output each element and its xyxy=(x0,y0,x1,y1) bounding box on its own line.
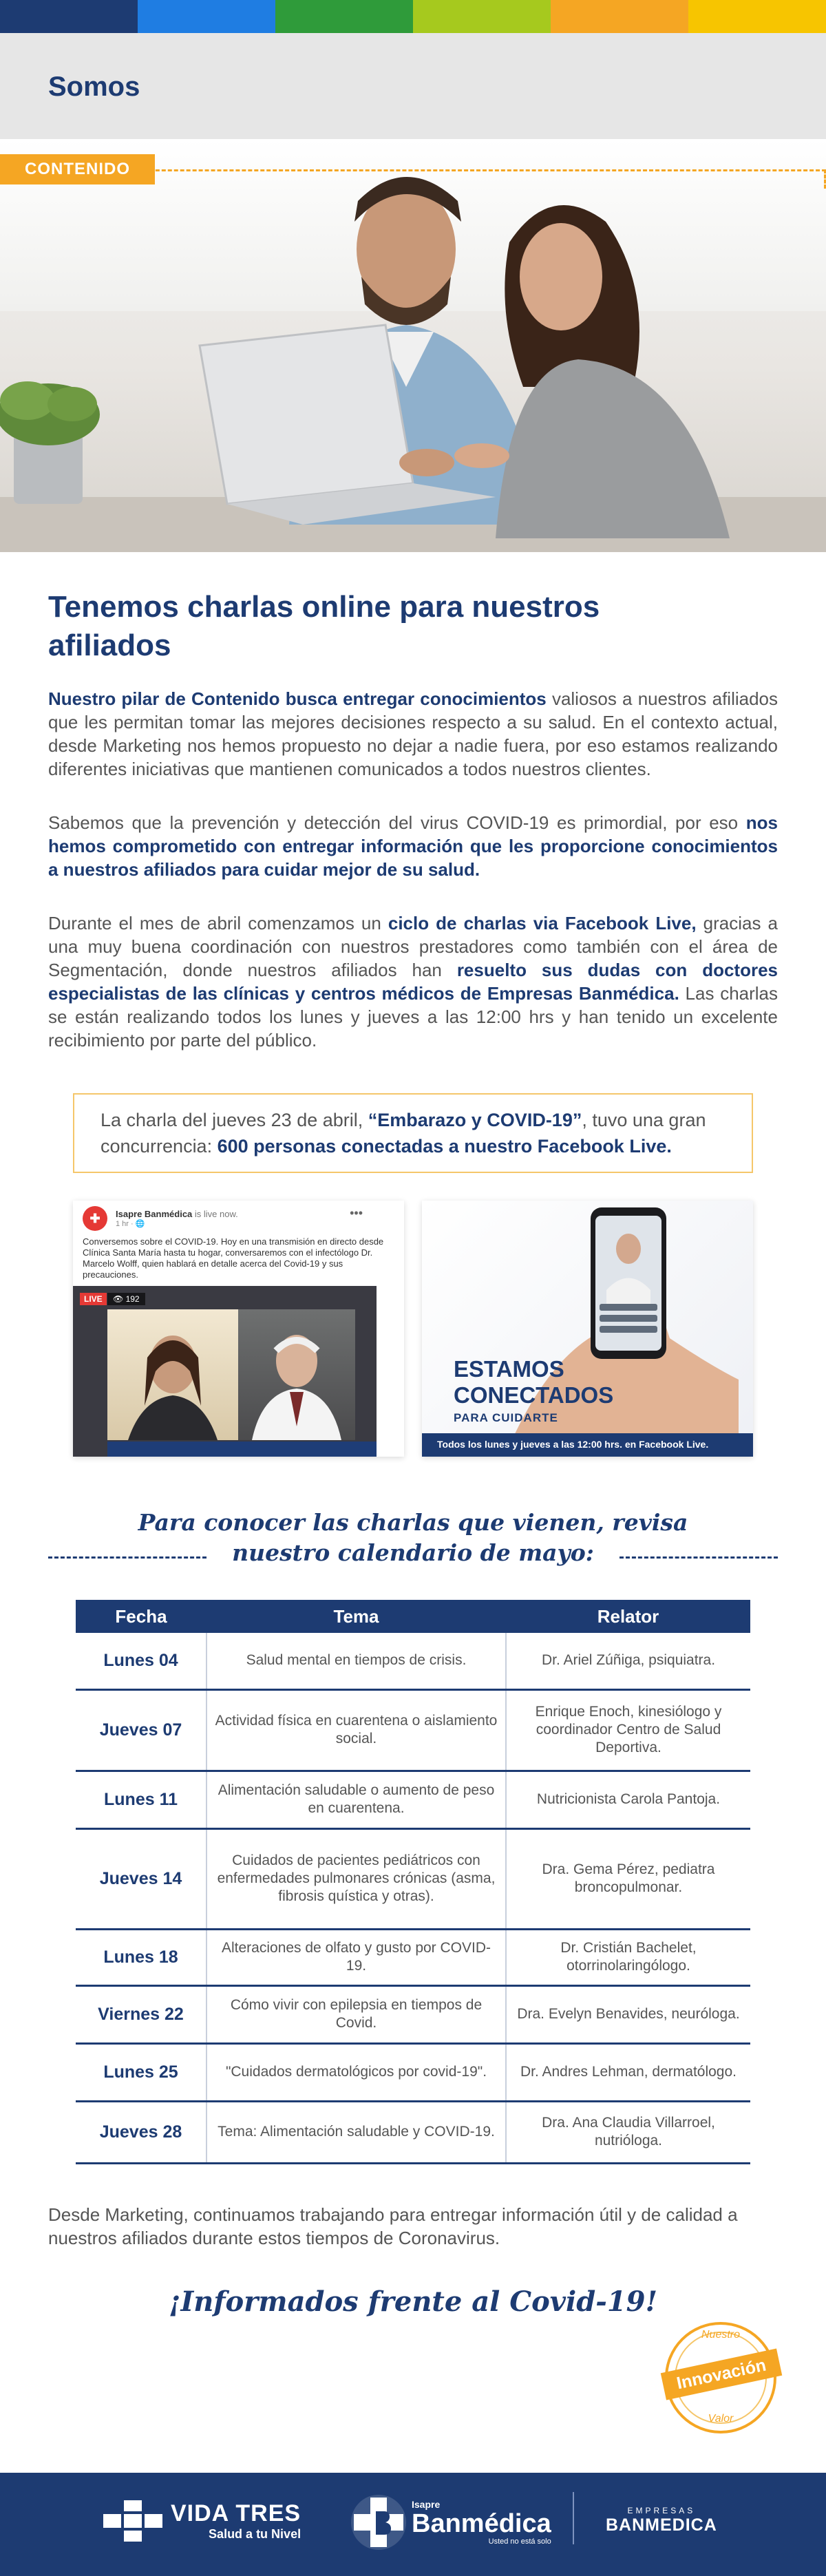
video-caption-bar xyxy=(107,1442,377,1457)
vidatres-cross-icon xyxy=(103,2500,162,2542)
date-cell: Lunes 25 xyxy=(76,2043,206,2101)
footer-divider xyxy=(573,2492,574,2544)
brand-name: VIDA TRES xyxy=(171,2500,301,2526)
brand-tagline: Usted no está solo xyxy=(488,2537,551,2546)
brand-tagline: Salud a tu Nivel xyxy=(209,2527,301,2541)
post-author xyxy=(116,1209,238,1219)
table-row xyxy=(76,1985,750,2043)
ad-subtitle: PARA CUIDARTE xyxy=(454,1411,558,1424)
seal-bottom-text: Valor xyxy=(708,2413,734,2425)
speaker-cell: Dr. Andres Lehman, dermatólogo. xyxy=(506,2043,750,2101)
live-video[interactable] xyxy=(73,1286,377,1457)
live-status: is live now. xyxy=(192,1209,238,1219)
host-figure xyxy=(107,1309,238,1440)
speaker-cell: Dr. Ariel Zúñiga, psiquiatra. xyxy=(506,1633,750,1689)
dashed-divider xyxy=(620,1556,778,1559)
table-row xyxy=(76,1771,750,1828)
vidatres-logo[interactable] xyxy=(103,2500,301,2542)
dashed-divider xyxy=(48,1556,206,1559)
host-video xyxy=(107,1309,238,1440)
section-tag: CONTENIDO xyxy=(0,154,155,184)
text: La charla del jueves 23 de abril, xyxy=(100,1110,368,1130)
column-header: Fecha xyxy=(76,1600,206,1633)
banmedica-logo[interactable] xyxy=(350,2493,551,2551)
banmedica-cross-icon xyxy=(350,2493,407,2551)
column-header: Relator xyxy=(506,1600,750,1633)
color-segment xyxy=(688,0,826,33)
table-row xyxy=(76,2101,750,2163)
banmedica-avatar-icon: ✚ xyxy=(83,1206,107,1231)
date-cell: Lunes 18 xyxy=(76,1929,206,1985)
topic-cell: Salud mental en tiempos de crisis. xyxy=(206,1633,506,1689)
paragraph-2 xyxy=(48,811,778,881)
emphasis: “Embarazo y COVID-19” xyxy=(368,1110,582,1130)
brand-prefix: EMPRESAS xyxy=(627,2506,696,2515)
speaker-cell: Nutricionista Carola Pantoja. xyxy=(506,1771,750,1828)
text: Durante el mes de abril comenzamos un xyxy=(48,913,388,933)
seal-top-text: Nuestro xyxy=(701,2329,741,2341)
topic-cell: Cuidados de pacientes pediátricos con enfermedades pulmonares crónicas (asma, fibrosis quística y otras). xyxy=(206,1828,506,1929)
date-cell: Jueves 14 xyxy=(76,1828,206,1929)
date-cell: Lunes 11 xyxy=(76,1771,206,1828)
date-cell: Jueves 28 xyxy=(76,2101,206,2163)
footer xyxy=(0,2473,826,2576)
topic-cell: "Cuidados dermatológicos por covid-19". xyxy=(206,2043,506,2101)
header xyxy=(0,33,826,139)
ad-title-line: ESTAMOS xyxy=(454,1356,564,1382)
post-text: Conversemos sobre el COVID-19. Hoy en una transmisión en directo desde Clínica Santa María hasta tu hogar, conversaremos con el infectólogo Dr. Marcelo Wolff, quien hablará en detalle acerca del Covid-19 y sus precauciones. xyxy=(83,1236,384,1280)
paragraph-3 xyxy=(48,911,778,1052)
highlight-callout xyxy=(73,1093,753,1173)
color-segment xyxy=(0,0,138,33)
speaker-cell: Dra. Gema Pérez, pediatra broncopulmonar. xyxy=(506,1828,750,1929)
date-cell: Viernes 22 xyxy=(76,1985,206,2043)
table-row xyxy=(76,1689,750,1771)
brand-color-bar xyxy=(0,0,826,33)
speaker-cell: Dr. Cristián Bachelet, otorrinolaringólogo. xyxy=(506,1929,750,1985)
media-row xyxy=(73,1201,753,1457)
slogan: ¡Informados frente al Covid-19! xyxy=(168,2285,658,2318)
more-options-icon[interactable]: ••• xyxy=(350,1206,363,1220)
article-headline: Tenemos charlas online para nuestros afiliados xyxy=(48,590,600,662)
table-header-row xyxy=(76,1600,750,1633)
hand xyxy=(454,443,509,468)
text: Sabemos que la prevención y detección del virus COVID-19 es primordial, por eso xyxy=(48,812,746,833)
table-row xyxy=(76,2043,750,2101)
topic-cell: Alteraciones de olfato y gusto por COVID-19. xyxy=(206,1929,506,1985)
color-segment xyxy=(138,0,275,33)
text: gracias a una muy buena coordinación con nuestros prestadores como también con el área de Segmentación, donde nuestros afiliados han xyxy=(48,913,778,980)
viewer-count: 👁 192 xyxy=(107,1293,145,1305)
dashed-frame xyxy=(131,169,826,189)
article xyxy=(0,588,826,2318)
emphasis: 600 personas conectadas a nuestro Facebook Live. xyxy=(217,1136,672,1157)
seal-ribbon: Innovación xyxy=(661,2349,783,2400)
empresas-banmedica-logo[interactable] xyxy=(606,2506,717,2535)
ad-schedule-bar: Todos los lunes y jueves a las 12:00 hrs. en Facebook Live. xyxy=(422,1433,753,1457)
doctor-figure xyxy=(238,1309,355,1440)
post-time: 1 hr · 🌐 xyxy=(116,1220,145,1228)
ad-title-line: CONECTADOS xyxy=(454,1382,614,1408)
emphasis: Nuestro pilar de Contenido busca entregar conocimientos xyxy=(48,688,547,709)
live-badge: LIVE xyxy=(80,1293,107,1305)
date-cell: Jueves 07 xyxy=(76,1689,206,1771)
doctor-video xyxy=(238,1309,355,1440)
speaker-cell: Dra. Evelyn Benavides, neuróloga. xyxy=(506,1985,750,2043)
topic-cell: Actividad física en cuarentena o aislamiento social. xyxy=(206,1689,506,1771)
closing-paragraph: Desde Marketing, continuamos trabajando para entregar información útil y de calidad a nuestros afiliados durante estos tiempos de Coronavirus. xyxy=(48,2204,738,2248)
date-cell: Lunes 04 xyxy=(76,1633,206,1689)
invite-line: Para conocer las charlas que vienen, revisa xyxy=(138,1509,688,1536)
color-segment xyxy=(551,0,688,33)
post-sidebar xyxy=(377,1286,404,1457)
brand-prefix: Isapre xyxy=(412,2499,441,2510)
color-segment xyxy=(275,0,413,33)
schedule-table xyxy=(76,1600,750,2164)
table-row xyxy=(76,1828,750,1929)
page-name[interactable]: Isapre Banmédica xyxy=(116,1209,193,1219)
brand-name: Banmédica xyxy=(412,2509,551,2538)
emphasis: ciclo de charlas via Facebook Live, xyxy=(388,913,697,933)
text: Las charlas se están realizando todos los lunes y jueves a las 12:00 hrs y han tenido un excelente recibimiento por parte del público. xyxy=(48,983,779,1051)
invite-line: nuestro calendario de mayo: xyxy=(232,1539,594,1566)
plant-icon xyxy=(0,381,100,504)
page-title: Somos xyxy=(48,72,140,102)
emphasis: resuelto sus dudas con doctores especialistas de las clínicas y centros médicos de Empresas Banmédica. xyxy=(48,960,779,1004)
speaker-cell: Enrique Enoch, kinesiólogo y coordinador Centro de Salud Deportiva. xyxy=(506,1689,750,1771)
brand-name: BANMEDICA xyxy=(606,2515,717,2535)
topic-cell: Cómo vivir con epilepsia en tiempos de Covid. xyxy=(206,1985,506,2043)
ad-title xyxy=(454,1356,613,1408)
column-header: Tema xyxy=(206,1600,506,1633)
facebook-live-post[interactable] xyxy=(73,1201,404,1457)
text: valiosos a nuestros afiliados que les permitan tomar las mejores decisiones respecto a su salud. En el contexto actual, desde Marketing nos hemos propuesto no dejar a nadie fuera, por eso estamos realizando diferentes iniciativas que mantienen comunicados a todos nuestros clientes. xyxy=(48,688,778,779)
facebook-live-ad xyxy=(422,1201,753,1457)
calendar-invite xyxy=(48,1508,778,1568)
topic-cell: Alimentación saludable o aumento de peso en cuarentena. xyxy=(206,1771,506,1828)
text: , tuvo una gran concurrencia: xyxy=(100,1110,706,1157)
topic-cell: Tema: Alimentación saludable y COVID-19. xyxy=(206,2101,506,2163)
paragraph-1 xyxy=(48,687,778,781)
woman-figure xyxy=(496,205,730,538)
speaker-cell: Dra. Ana Claudia Villarroel, nutrióloga. xyxy=(506,2101,750,2163)
innovation-seal xyxy=(665,2322,776,2434)
emphasis: nos hemos comprometido con entregar información que les proporcione conocimientos a nuestros afiliados para cuidar mejor de su salud. xyxy=(48,812,778,880)
hero-illustration xyxy=(0,139,826,552)
hand xyxy=(399,449,454,476)
color-segment xyxy=(413,0,551,33)
table-row xyxy=(76,1633,750,1689)
table-row xyxy=(76,1929,750,1985)
hero-image xyxy=(0,139,826,552)
